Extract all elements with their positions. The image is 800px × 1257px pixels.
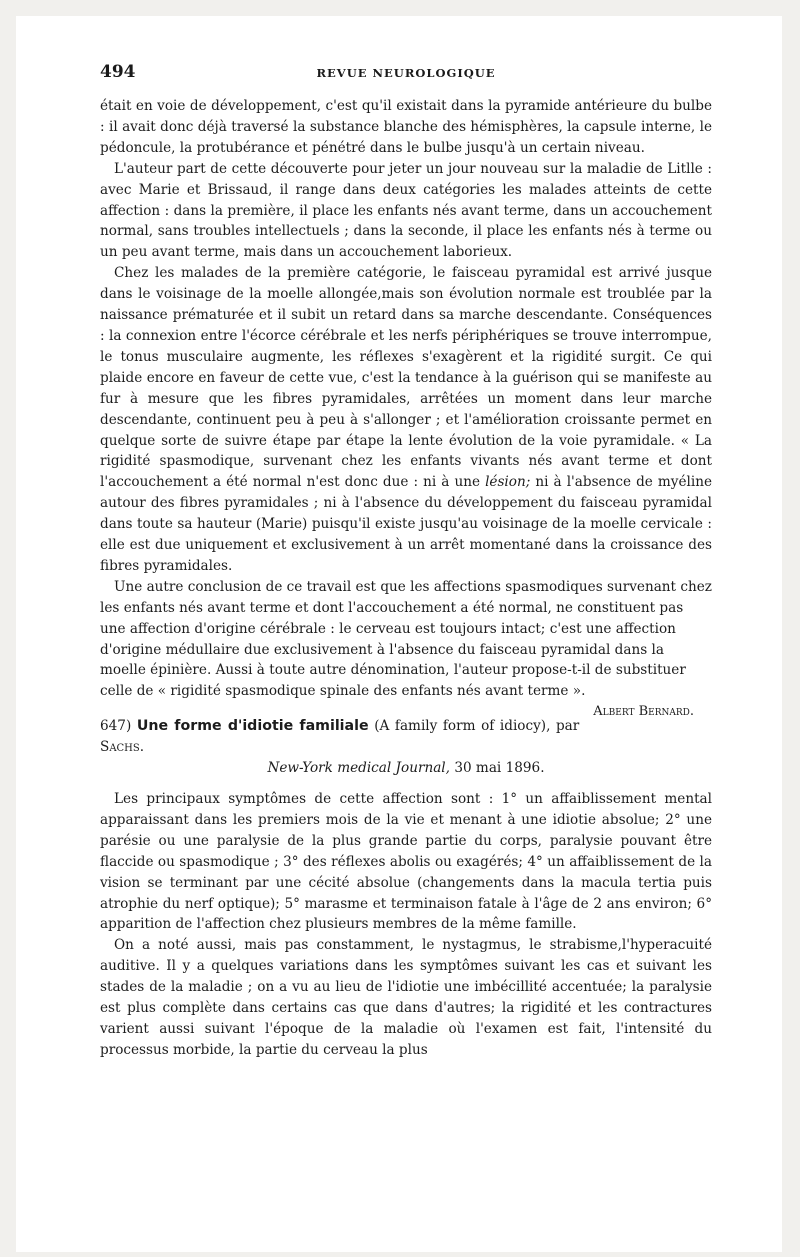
page-body (100, 96, 712, 1061)
review-author: Sachs. (100, 739, 145, 756)
italic-lesion: lésion; (485, 474, 531, 491)
paragraph-conclusion (100, 577, 712, 720)
review-number: 647) (100, 718, 132, 735)
paragraph-little-disease: L'auteur part de cette découverte pour jeter un jour nouveau sur la maladie de Litlle : avec Marie et Brissaud, il range dans deux catégories les malades atteints de cette affection : dans la première, il place les enfants nés avant terme, dans un accouchement normal, sans troubles intellectuels ; dans la seconde, il place les enfants nés à terme ou un peu avant terme, mais dans un accouchement laborieux. (100, 160, 712, 261)
page-number: 494 (100, 62, 136, 82)
paragraph-first-category-text-end: ni à l'absence de myéline autour des fibres pyramidales ; ni à l'absence du développement du faisceau pyramidal dans toute sa hauteur (Marie) puisqu'il existe jusqu'au voisinage de la moelle cervicale : elle est due uniquement et exclusivement à un arrêt momentané dans la croissance des fibres pyramidales. (100, 474, 712, 574)
paragraph-conclusion-text: Une autre conclusion de ce travail est que les affections spasmodiques survenant chez les enfants nés avant terme et dont l'accouchement a été normal, ne constituent pas une affection d'origine cérébrale : le cerveau est toujours intact; c'est une affection d'origine médullaire due exclusivement à l'absence du faisceau pyramidal dans la moelle épinière. Aussi à toute autre dénomination, l'auteur propose-t-il de substituer celle de « rigidité spasmodique spinale des enfants nés avant terme ». (100, 578, 712, 700)
running-head: REVUE NEUROLOGIQUE (316, 66, 496, 80)
journal-date: 30 mai 1896. (454, 760, 545, 777)
paragraph-first-category-text: Chez les malades de la première catégorie, le faisceau pyramidal est arrivé jusque dans le voisinage de la moelle allongée,mais son évolution normale est troublée par la naissance prématurée et il subit un retard dans sa marche descendante. Conséquences : la connexion entre l'écorce cérébrale et les nerfs périphériques se trouve interrompue, le tonus musculaire augmente, les réflexes s'exagèrent et la rigidité surgit. Ce qui plaide encore en faveur de cette vue, c'est la tendance à la guérison qui se manifeste au fur à mesure que les fibres pyramidales, arrêtées un moment dans leur marche descendante, continuent peu à peu à s'allonger ; et l'amélioration croissante permet en quelque sorte de suivre étape par étape la lente évolution de la voie pyramidale. « La rigidité spasmodique, survenant chez les enfants vivants nés avant terme et dont l'accouchement a été normal n'est donc due : ni à une (100, 265, 712, 491)
paragraph-first-category (100, 263, 712, 577)
paragraph-continuation: était en voie de développement, c'est qu'il existait dans la pyramide antérieure du bulbe : il avait donc déjà traversé la substance blanche des hémisphères, la capsule interne, le pédoncule, la protubérance et pénétré dans le bulbe jusqu'à un certain niveau. (100, 98, 712, 156)
paragraph-symptoms: Les principaux symptômes de cette affection sont : 1° un affaiblissement mental apparaissant dans les premiers mois de la vie et menant à une idiotie absolue; 2° une parésie ou une paralysie de la plus grande partie du corps, paralysie pouvant être flaccide ou spasmodique ; 3° des réflexes abolis ou exagérés; 4° un affaiblissement de la vision se terminant par une cécité absolue (changements dans la macula tertia puis atrophie du nerf optique); 5° marasme et terminaison fatale à l'âge de 2 ans environ; 6° apparition de l'affection chez plusieurs membres de la même famille. (100, 791, 712, 933)
review-title: Une forme d'idiotie familiale (136, 718, 369, 735)
paragraph-variations: On a noté aussi, mais pas constamment, le nystagmus, le strabisme,l'hyperacuité auditive. Il y a quelques variations dans les symptômes suivant les cas et suivant les stades de la maladie ; on a vu au lieu de l'idiotie une imbécillité accentuée; la paralysie est plus complète dans certains cas que dans d'autres; la rigidité et les contractures varient aussi suivant l'époque de la maladie où l'examen est fait, l'intensité du processus morbide, la partie du cerveau la plus (100, 937, 712, 1058)
author-signature: Albert Bernard. (593, 704, 694, 720)
journal-name: New-York medical Journal, (267, 760, 450, 777)
review-source (100, 758, 712, 779)
page-header (100, 62, 712, 86)
review-subtitle: (A family form of idiocy), par (374, 718, 580, 735)
